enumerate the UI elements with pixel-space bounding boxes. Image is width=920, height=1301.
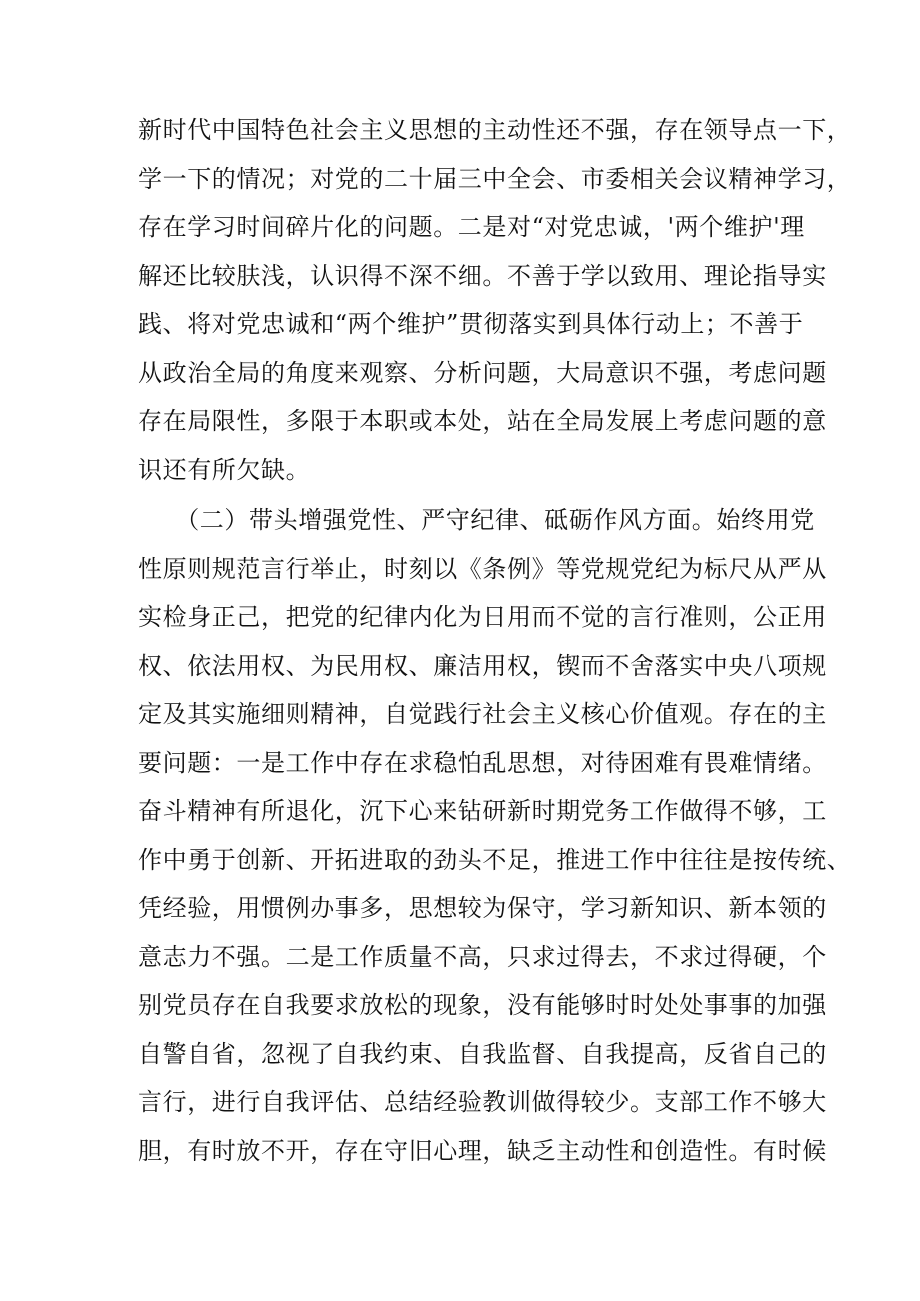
paragraph-line: 从政治全局的角度来观察、分析问题，大局意识不强，考虑问题	[138, 358, 827, 387]
paragraph-line: 践、将对党忠诚和“两个维护”贯彻落实到具体行动上；不善于	[138, 310, 804, 338]
paragraph-line: 存在局限性，多限于本职或本处，站在全局发展上考虑问题的意	[138, 407, 827, 435]
paragraph-line: 存在学习时间碎片化的问题。二是对“对党忠诚，'两个维护'理	[138, 213, 805, 241]
paragraph-line: 作中勇于创新、开拓进取的劲头不足，推进工作中往往是按传统、	[138, 845, 852, 874]
paragraph-line: 性原则规范言行举止，时刻以《条例》等党规党纪为标尺从严从	[138, 554, 827, 583]
paragraph-line: 定及其实施细则精神，自觉践行社会主义核心价值观。存在的主	[138, 700, 827, 728]
paragraph-line: 解还比较肤浅，认识得不深不细。不善于学以致用、理论指导实	[138, 261, 827, 290]
body-paragraph-2	[138, 496, 852, 1175]
paragraph-line: 自警自省，忽视了自我约束、自我监督、自我提高，反省自己的	[138, 1039, 827, 1068]
body-paragraph-1	[138, 106, 852, 494]
paragraph-line: 权、依法用权、为民用权、廉洁用权，锲而不舍落实中央八项规	[138, 651, 827, 680]
paragraph-line: 言行，进行自我评估、总结经验教训做得较少。支部工作不够大	[138, 1088, 827, 1116]
paragraph-line: 识还有所欠缺。	[138, 455, 311, 484]
paragraph-line: 要问题：一是工作中存在求稳怕乱思想，对待困难有畏难情绪。	[138, 748, 827, 777]
paragraph-line: 实检身正己，把党的纪律内化为日用而不觉的言行准则，公正用	[138, 603, 827, 631]
paragraph-line: 学一下的情况；对党的二十届三中全会、市委相关会议精神学习，	[138, 164, 852, 193]
paragraph-line: 奋斗精神有所退化，沉下心来钻研新时期党务工作做得不够，工	[138, 797, 827, 825]
paragraph-line: 意志力不强。二是工作质量不高，只求过得去，不求过得硬，个	[138, 942, 827, 971]
paragraph-line: 凭经验，用惯例办事多，思想较为保守，学习新知识、新本领的	[138, 894, 827, 922]
paragraph-line: 胆，有时放不开，存在守旧心理，缺乏主动性和创造性。有时候	[138, 1136, 827, 1165]
paragraph-line: 新时代中国特色社会主义思想的主动性还不强，存在领导点一下，	[138, 116, 852, 144]
paragraph-line: （二）带头增强党性、严守纪律、砥砺作风方面。始终用党	[138, 506, 815, 534]
paragraph-line: 别党员存在自我要求放松的现象，没有能够时时处处事事的加强	[138, 991, 827, 1019]
